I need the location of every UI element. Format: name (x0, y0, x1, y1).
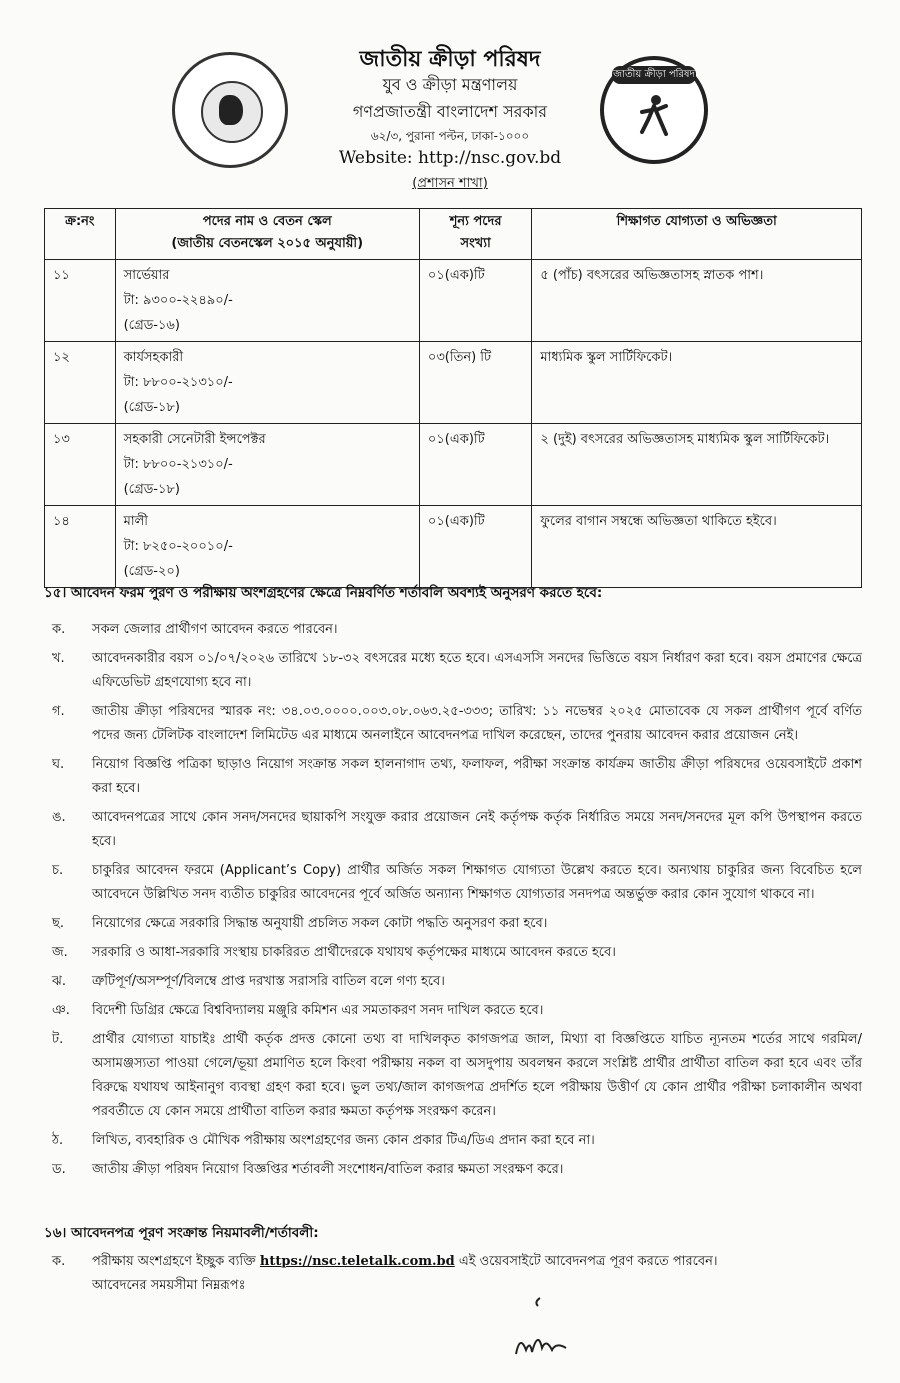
table-row (45, 424, 862, 506)
list-item: খ. আবেদনকারীর বয়স ০১/০৭/২০২৬ তারিখে ১৮-৩২ বৎসরের মধ্যে হতে হবে। এসএসসি সনদের ভিত্তিতে বয়স নির্ধারণ করা হবে। বয়স প্রমাণের ক্ষেত্রে এফিডেভিট গ্রহণযোগ্য হবে না। (52, 651, 862, 690)
section-15-heading: ১৫। আবেদন ফরম পুরণ ও পরীক্ষায় অংশগ্রহণের ক্ষেত্রে নিম্নবর্ণিত শর্তাবলি অবশ্যই অনুসরণ করতে হবে: (44, 585, 603, 601)
teletalk-link[interactable]: https://nsc.teletalk.com.bd (259, 1254, 455, 1269)
government-name: গণপ্রজাতন্ত্রী বাংলাদেশ সরকার (352, 102, 548, 121)
col-header-post: পদের নাম ও বেতন স্কেল (জাতীয় বেতনস্কেল ২০১৫ অনুযায়ী) (115, 209, 419, 260)
row-qualification: ফুলের বাগান সম্বন্ধে অভিজ্ঞতা থাকিতে হইবে। (532, 506, 862, 588)
row-vacancy: ০১(এক)টি (419, 260, 531, 342)
list-item: ঠ. লিখিত, ব্যবহারিক ও মৌখিক পরীক্ষায় অংশগ্রহণের জন্য কোন প্রকার টিএ/ডিএ প্রদান করা হবে না। (52, 1133, 595, 1148)
row-sl: ১২ (45, 342, 116, 424)
list-item: ক. সকল জেলার প্রার্থীগণ আবেদন করতে পারবেন। (52, 622, 338, 637)
row-vacancy: ০১(এক)টি (419, 424, 531, 506)
col-header-vacancy: শূন্য পদের সংখ্যা (419, 209, 531, 260)
section-15-list (52, 618, 862, 1187)
signature-icon (512, 1290, 572, 1360)
list-item: ঝ. ত্রুটিপূর্ণ/অসম্পূর্ণ/বিলম্বে প্রাপ্ত দরখাস্ত সরাসরি বাতিল বলে গণ্য হবে। (52, 974, 445, 989)
row-sl: ১৩ (45, 424, 116, 506)
row-post: কার্যসহকারী টা: ৮৮০০-২১৩১০/- (গ্রেড-১৮) (115, 342, 419, 424)
list-item: ছ. নিয়োগের ক্ষেত্রে সরকারি সিদ্ধান্ত অনুযায়ী প্রচলিত সকল কোটা পদ্ধতি অনুসরণ করা হবে। (52, 916, 548, 931)
table-row (45, 506, 862, 588)
list-item: ঘ. নিয়োগ বিজ্ঞপ্তি পত্রিকা ছাড়াও নিয়োগ সংক্রান্ত সকল হালনাগাদ তথ্য, ফলাফল, পরীক্ষা সংক্রান্ত কার্যক্রম জাতীয় ক্রীড়া পরিষদের ওয়েবসাইটে প্রকাশ করা হবে। (52, 757, 862, 796)
list-item: ঞ. বিদেশী ডিগ্রির ক্ষেত্রে বিশ্ববিদ্যালয় মঞ্জুরি কমিশন এর সমতাকরণ সনদ দাখিল করতে হবে। (52, 1003, 544, 1018)
row-post: সহকারী সেনেটারী ইন্সপেক্টর টা: ৮৮০০-২১৩১০/- (গ্রেড-১৮) (115, 424, 419, 506)
row-qualification: মাধ্যমিক স্কুল সার্টিফিকেট। (532, 342, 862, 424)
office-address: ৬২/৩, পুরানা পল্টন, ঢাকা-১০০০ (370, 129, 530, 143)
ministry-name: যুব ও ক্রীড়া মন্ত্রণালয় (382, 75, 518, 94)
website-text: Website: http://nsc.gov.bd (338, 148, 562, 168)
list-item: চ. চাকুরির আবেদন ফরমে (Applicant’s Copy) প্রার্থীর অর্জিত সকল শিক্ষাগত যোগ্যতা উল্লেখ করতে হবে। অন্যথায় চাকুরির জন্য বিবেচিত হলে আবেদনে উল্লিখিত সনদ ব্যতীত চাকুরির আবেদনের পূর্বে অর্জিত অন্যান্য শিক্ষাগত যোগ্যতার সনদপত্র অন্তর্ভুক্ত করার কোন সুযোগ থাকবে না। (52, 863, 862, 902)
document-header (0, 0, 900, 200)
table-row (45, 260, 862, 342)
list-item: গ. জাতীয় ক্রীড়া পরিষদের স্মারক নং: ৩৪.০৩.০০০০.০০৩.০৮.০৬৩.২৫-৩৩৩; তারিখ: ১১ নভেম্বর ২০২৫ মোতাবেক যে সকল প্রার্থীগণ পূর্বে বর্ণিত পদের জন্য টেলিটক বাংলাদেশ লিমিটেড এর মাধ্যমে অনলাইনে আবেদনপত্র দাখিল করেছেন, তাদের পুনরায় আবেদন করার প্রয়োজন নেই। (52, 704, 862, 743)
row-sl: ১৪ (45, 506, 116, 588)
row-vacancy: ০৩(তিন) টি (419, 342, 531, 424)
org-name: জাতীয় ক্রীড়া পরিষদ (359, 47, 541, 72)
row-sl: ১১ (45, 260, 116, 342)
row-post: সার্ভেয়ার টা: ৯৩০০-২২৪৯০/- (গ্রেড-১৬) (115, 260, 419, 342)
list-item: জ. সরকারি ও আধা-সরকারি সংস্থায় চাকরিরত প্রার্থীদেরকে যথাযথ কর্তৃপক্ষের মাধ্যমে আবেদন করতে হবে। (52, 945, 616, 960)
vacancy-table (44, 208, 862, 588)
branch-name: (প্রশাসন শাখা) (412, 176, 488, 191)
row-vacancy: ০১(এক)টি (419, 506, 531, 588)
logo-band-text: জাতীয় ক্রীড়া পরিষদ (612, 66, 696, 84)
col-header-sl: ক্র:নং (45, 209, 116, 260)
list-item: ড. জাতীয় ক্রীড়া পরিষদ নিয়োগ বিজ্ঞপ্তির শর্তাবলী সংশোধন/বাতিল করার ক্ষমতা সংরক্ষণ করে। (52, 1162, 564, 1177)
row-post: মালী টা: ৮২৫০-২০০১০/- (গ্রেড-২০) (115, 506, 419, 588)
table-row (45, 342, 862, 424)
row-qualification: ২ (দুই) বৎসরের অভিজ্ঞতাসহ মাধ্যমিক স্কুল সার্টিফিকেট। (532, 424, 862, 506)
row-qualification: ৫ (পাঁচ) বৎসরের অভিজ্ঞতাসহ স্নাতক পাশ। (532, 260, 862, 342)
col-header-qualification: শিক্ষাগত যোগ্যতা ও অভিজ্ঞতা (532, 209, 862, 260)
list-item: ট. প্রার্থীর যোগ্যতা যাচাইঃ প্রার্থী কর্তৃক প্রদত্ত কোনো তথ্য বা দাখিলকৃত কাগজপত্র জাল, মিথ্যা বা বিজ্ঞপ্তিতে যাচিত ন্যূনতম শর্তের সাথে গরমিল/অসামঞ্জস্যতা পাওয়া গেলে/ভূয়া প্রমাণিত হলে কিংবা পরীক্ষায় নকল বা অসদুপায় অবলম্বন করলে সংশ্লিষ্ট প্রার্থীর প্রার্থীতা বাতিল করা হবে এবং তাঁর বিরুদ্ধে যথাযথ আইনানুগ ব্যবস্থা গ্রহণ করা হবে। ভুল তথ্য/জাল কাগজপত্র প্রদর্শিত হলে পরীক্ষায় উত্তীর্ণ যে কোন প্রার্থীর পরীক্ষা চলাকালীন অথবা পরবর্তীতে যে কোন সময়ে প্রার্থীতা বাতিল করার ক্ষমতা কর্তৃপক্ষ সংরক্ষণ করেন। (52, 1032, 862, 1119)
table-header-row (45, 209, 862, 260)
section-16-list (52, 1250, 862, 1303)
list-item: ক. পরীক্ষায় অংশগ্রহণে ইচ্ছুক ব্যক্তি https://nsc.teletalk.com.bd এই ওয়েবসাইটে আবেদনপত্র পূরণ করতে পারবেন। আবেদনের সময়সীমা নিম্নরূপঃ (52, 1254, 718, 1293)
list-item: ঙ. আবেদনপত্রের সাথে কোন সনদ/সনদের ছায়াকপি সংযুক্ত করার প্রয়োজন নেই কর্তৃপক্ষ কর্তৃক নির্ধারিত সময়ে সনদ/সনদের মূল কপি উপস্থাপন করতে হবে। (52, 810, 862, 849)
section-16-heading: ১৬। আবেদনপত্র পূরণ সংক্রান্ত নিয়মাবলী/শর্তাবলী: (44, 1225, 319, 1241)
